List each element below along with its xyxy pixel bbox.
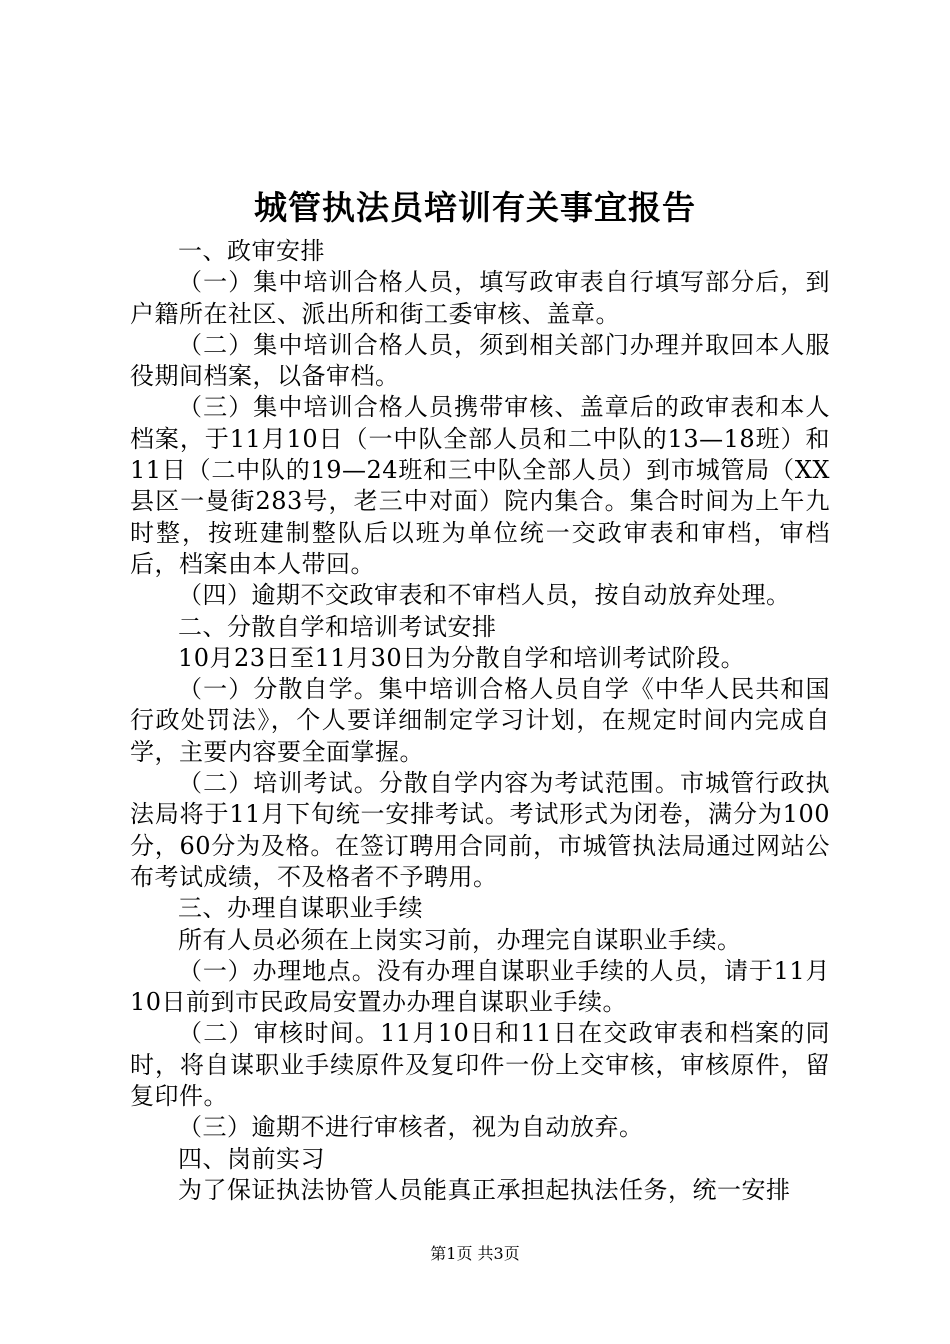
- section-heading: 四、岗前实习: [178, 1144, 325, 1173]
- paragraph: （一）办理地点。没有办理自谋职业手续的人员，请于11月10日前到市民政局安置办办理自谋职业手续。: [130, 956, 830, 1017]
- paragraph: （二）审核时间。11月10日和11日在交政审表和档案的同时，将自谋职业手续原件及复印件一份上交审核，审核原件，留复印件。: [130, 1019, 830, 1111]
- paragraph: 10月23日至11月30日为分散自学和培训考试阶段。: [178, 643, 746, 672]
- page-footer: 第1页 共3页: [430, 1244, 520, 1263]
- paragraph: （三）逾期不进行审核者，视为自动放弃。: [178, 1113, 644, 1142]
- paragraph: 为了保证执法协管人员能真正承担起执法任务，统一安排: [178, 1175, 791, 1204]
- document-title: 城管执法员培训有关事宜报告: [254, 188, 696, 227]
- paragraph: 所有人员必须在上岗实习前，办理完自谋职业手续。: [178, 925, 742, 954]
- paragraph: （三）集中培训合格人员携带审核、盖章后的政审表和本人档案，于11月10日（一中队全部人员和二中队的13—18班）和11日（二中队的19—24班和三中队全部人员）到市城管局（XX县区一曼街283号，老三中对面）院内集合。集合时间为上午九时整，按班建制整队后以班为单位统一交政审表和审档，审档后，档案由本人带回。: [130, 393, 830, 578]
- paragraph: （一）集中培训合格人员，填写政审表自行填写部分后，到户籍所在社区、派出所和街工委审核、盖章。: [130, 268, 830, 328]
- paragraph: （二）培训考试。分散自学内容为考试范围。市城管行政执法局将于11月下旬统一安排考试。考试形式为闭卷，满分为100分，60分为及格。在签订聘用合同前，市城管执法局通过网站公布考试成绩，不及格者不予聘用。: [130, 769, 830, 891]
- section-heading: 三、办理自谋职业手续: [178, 894, 423, 923]
- paragraph: （二）集中培训合格人员，须到相关部门办理并取回本人服役期间档案，以备审档。: [130, 330, 830, 391]
- paragraph: （一）分散自学。集中培训合格人员自学《中华人民共和国行政处罚法》，个人要详细制定学习计划，在规定时间内完成自学，主要内容要全面掌握。: [130, 675, 830, 766]
- section-heading: 一、政审安排: [178, 237, 325, 265]
- paragraph: （四）逾期不交政审表和不审档人员，按自动放弃处理。: [178, 581, 791, 610]
- document-body: [130, 236, 830, 1206]
- section-heading: 二、分散自学和培训考试安排: [178, 612, 497, 641]
